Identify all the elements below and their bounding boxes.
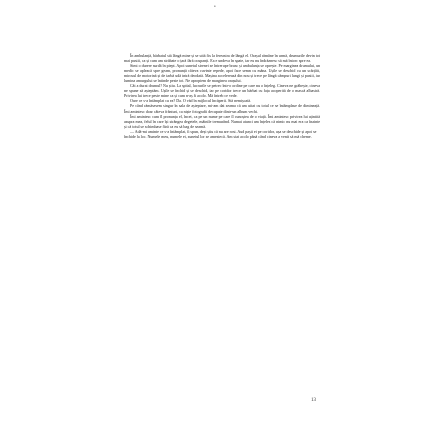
page-number: 13 xyxy=(311,398,316,403)
running-head-mark: • xyxy=(214,5,216,10)
paragraph: În ambulanță, bărbatul stă lângă mine și se uită fix la fereastra de lângă el. Orașul rămâne în urmă, drumurile devin tot mai pustii, ca și cum am străbate o țară fără ocupanți. Ea e undeva în spate, iar eu nu îndrăznesc să mă întorc spre ea. xyxy=(124,53,320,64)
paragraph: Cât a durat drumul? Nu știu. La spital, lucrurile se petrec într-o ordine pe care nu o înțeleg. Cineva ne grăbește, cineva ne spune să așteptăm. Ușile se închid și se deschid, iar pe coridor trece un bărbat cu fața acoperită de o mască albastră. Privirea lui trece peste mine ca și cum n-aș fi acolo. Mă întreb ce vede. xyxy=(124,83,320,99)
body-text xyxy=(124,53,320,139)
paragraph: Îmi amintesc cum îl pronunța el, încet, ca pe un nume pe care îl cunoștea de o viață. Îmi amintesc privirea lui ațintită asupra mea, felul în care își strângea degetele, mâinile tremurând. Numai atunci am înțeles că nimic nu mai era ca înainte și că totul se schimbase fără ca eu să bag de seamă. xyxy=(124,113,320,129)
paragraph: — Adă-mi aminte ce s-a întâmplat, îi spun, deși știu că nu are rost. Aud pașii ei pe coridor, ușa se deschide și apoi se închide la loc. Numele meu, numele ei, sunetul lor se amestecă. Am stat acolo până când cineva a venit să mă cheme. xyxy=(124,128,317,139)
paragraph: Oare ce s-a întâmplat cu ea? Da. O văd în mijlocul încăperii. Stă nemișcată. xyxy=(130,98,252,104)
paragraph: Pe când rămăsesem singur în sala de așteptare, mi-am dat seama că am uitat cu totul ce se întâmplase de dimineață. Îmi amintesc doar câteva frânturi, ca niște fotografii decupate dintr-un album vechi. xyxy=(124,103,320,114)
paragraph: Simt o durere surdă în piept. Apoi sunetul sirenei se întrerupe brusc și ambulanța se oprește. Pe marginea drumului, un medic se apleacă spre geam, pronunță câteva cuvinte repede, apoi face semn cu mâna. Ușile se deschid cu un scârțâit, mirosul de motorină și de iarbă udă intră deodată. Mașina accelerează din nou și trece pe lângă câmpuri lungi și pustii, iar lumina amurgului se întinde peste tot. Ne apropiem de marginea orașului. xyxy=(124,63,320,84)
